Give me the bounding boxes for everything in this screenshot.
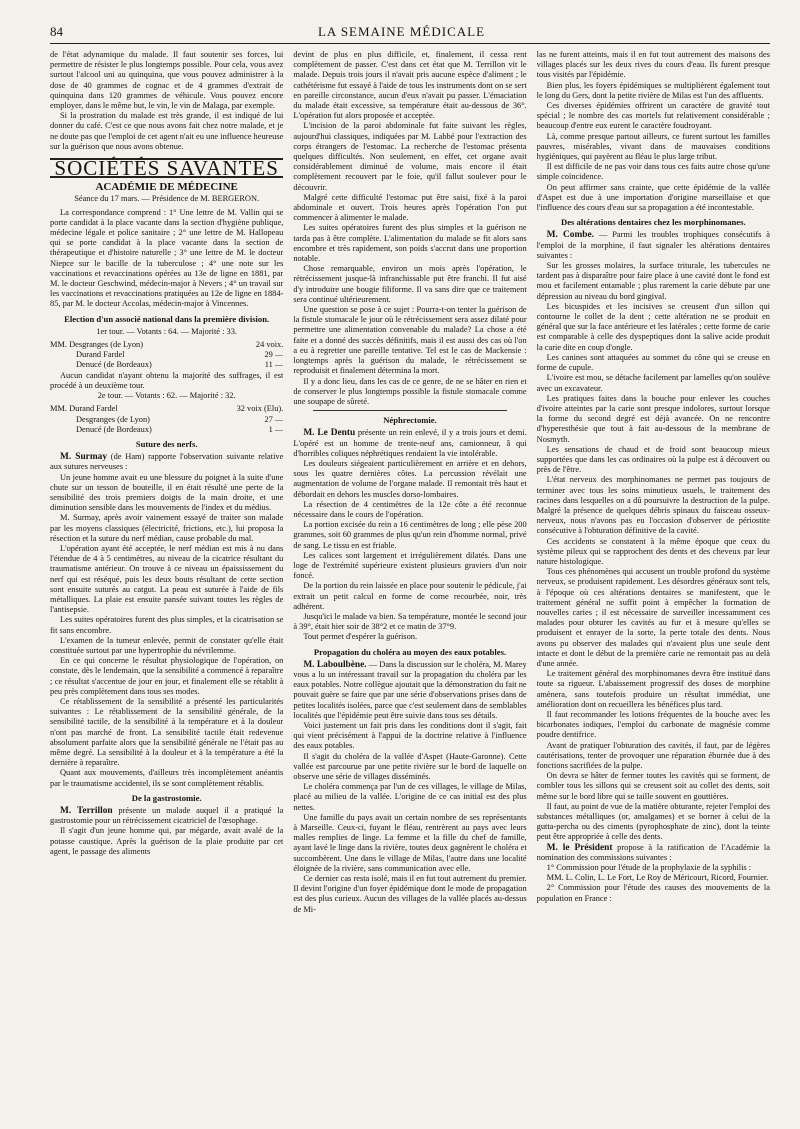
paragraph: L'ivoire est mou, se détache facilement par lamelles qu'on soulève avec un excavateur. — [536, 373, 770, 393]
paragraph: L'incision de la paroi abdominale fut faite suivant les règles, aujourd'hui classiques, indiquées par M. Labbé pour l'extraction des corps étrangers de l'estomac. La recherche de l'estomac présenta quelques difficultés. Non seulement, en effet, cet organe avait considérablement diminué de volume, mais encore il était complètement recouvert par le foie, qu'il fallut soulever pour le découvrir. — [293, 121, 527, 192]
paragraph: Tout permet d'espérer la guérison. — [303, 632, 418, 642]
column-3 — [537, 50, 770, 1120]
paragraph: Il faut, au point de vue de la matière obturante, rejeter l'emploi des substances métalliques (or, amalgames) et se borner à celui de la gutta-percha ou des ciments (pyrophosphate de zinc), dont la teinte peut être appropriée à celle des dents. — [536, 801, 770, 842]
vote-count: 32 voix (Elu). — [236, 404, 284, 414]
column-2 — [293, 50, 526, 1120]
paragraph: On peut affirmer sans crainte, que cette épidémie de la vallée d'Aspet est due à une importation d'origine marseillaise et que l'influence des cours d'eau sur sa propagation a été incontestable. — [536, 182, 770, 213]
vote-count: 27 — — [264, 414, 284, 424]
vote-row — [50, 425, 283, 435]
academy-heading: ACADÉMIE DE MÉDECINE — [95, 181, 238, 194]
session-line: Séance du 17 mars. — Présidence de M. BERGERON. — [74, 194, 260, 204]
paragraph: 2° Commission pour l'étude des causes des mouvements de la population en France : — [536, 883, 770, 903]
candidate-name: MM. Durand Fardel — [50, 404, 118, 414]
section-title: SOCIÉTÉS SAVANTES — [50, 158, 283, 178]
paragraph: De la portion du rein laissée en place pour soutenir le pédicule, j'ai extrait un petit calcul en forme de corne recourbée, noir, très adhérent. — [293, 581, 527, 611]
paragraph: Quant aux mouvements, d'ailleurs très incomplètement anéantis par le traumatisme accidentel, ils se sont complètement rétablis. — [50, 768, 284, 788]
paragraph: La portion excisée du rein a 16 centimètres de long ; elle pèse 200 grammes, soit 60 grammes de plus qu'un rein d'homme normal, privé de sang. Le tissu en est friable. — [293, 520, 527, 550]
speaker-name: M. Le Dentu — [303, 428, 356, 439]
paragraph: Ce rétablissement de la sensibilité a présenté les particularités suivantes : Le rétablissement de la sensibilité générale, de la sensibilité tactile, de la sensibilité à la température et à la douleur n'ont pas marché de front. La sensibilité tactile était redevenue absolument parfaite alors que la sensibilité générale ne l'était pas au même degré. La sensibilité à la douleur et à la température a été la dernière à reparaître. — [50, 696, 284, 768]
text-columns — [50, 50, 770, 1120]
paragraph: Malgré cette difficulté l'estomac put être saisi, fixé à la paroi abdominale et ouvert. Trois heures après l'opération l'on put commencer à alimenter le malade. — [293, 192, 527, 223]
vote-list-1 — [50, 340, 283, 371]
paragraph: Les pratiques faites dans la bouche pour enlever les couches d'ivoire atteintes par la carie sont presque indolores, surtout lorsque la forme du second degré est déjà avancée. On ne rencontre d'hyperesthésie que tout à fait au-dessous de la membrane de Nosmyth. — [536, 393, 770, 444]
paragraph: Si la prostration du malade est très grande, il est indiqué de lui donner du café. C'est ce que nous avons fait chez notre malade, et je ne doute pas que l'emploi de cet agent n'ait eu une influence heureuse sur la guérison que nous avons obtenue. — [50, 111, 284, 151]
vote-count: 24 voix. — [255, 340, 284, 350]
paragraph: Chose remarquable, environ un mois après l'opération, le rétrécissement jusque-là infranchissable put être franchi. Il fut aisé d'y introduire une bougie filiforme. Il va sans dire que ce traitement sera continué ultérieurement. — [293, 264, 527, 304]
paragraph: — Parmi les troubles trophiques consécutifs à l'emploi de la morphine, il faut signaler les altérations dentaires suivantes : — [536, 230, 770, 260]
paragraph: M. Surmay, après avoir vainement essayé de traiter son malade par les moyens classiques (électricité, frictions, etc.), lui proposa la résection et la suture du nerf médian, cause probable du mal. — [50, 513, 284, 543]
paragraph: Ces accidents se constatent à la même époque que ceux du système pileux qui se rapprochent des dents et des cheveux par leur nature histologique. — [536, 536, 770, 566]
paragraph: Les canines sont attaquées au sommet du cône qui se creuse en forme de cupule. — [536, 352, 770, 373]
candidate-name: Denucé (de Bordeaux) — [76, 360, 152, 370]
paragraph: Les suites opératoires furent des plus simples, et la cicatrisation se fit sans encombre. — [50, 615, 284, 635]
paragraph: Là, comme presque partout ailleurs, ce furent surtout les familles pauvres, misérables, vivant dans de mauvaises conditions hygiéniques, qui payèrent au fléau le plus large tribut. — [536, 131, 770, 162]
paragraph: las ne furent atteints, mais il en fut tout autrement des maisons des villages placés sur les deux rives du cours d'eau. Ils furent presque tous visités par l'épidémie. — [536, 50, 770, 80]
article-heading: Néphrectomie. — [383, 415, 437, 426]
paragraph: Les bicuspides et les incisives se creusent d'un sillon qui contourne le collet de la dent ; cette altération ne se produit en général que sur la face antérieure et les latérales ; cette forme de carie est comparable à celle des dyspeptiques dont la salive acide produit la carie dite en coup d'ongle. — [536, 301, 770, 352]
divider — [313, 410, 506, 411]
paragraph: Il s'agit d'un jeune homme qui, par mégarde, avait avalé de la potasse caustique. Après la guérison de la plaie produite par cet agent, le passage des aliments — [50, 826, 284, 856]
vote-row — [50, 415, 283, 425]
paragraph: Les sensations de chaud et de froid sont beaucoup mieux supportées que dans les cas ordinaires où la pulpe est à découvert ou près de l'être. — [536, 444, 770, 475]
article-heading: Propagation du choléra au moyen des eaux potables. — [313, 646, 507, 657]
paragraph: Un jeune homme avait eu une blessure du poignet à la suite d'une chute sur un tesson de bouteille, il en était résulté une perte de la sensibilité des trois premiers doigts de la main droite, et une diminution sensible dans les mouvements de l'index et du médius. — [50, 472, 284, 513]
paragraph: Les suites opératoires furent des plus simples et la guérison ne tarda pas à être complète. L'alimentation du malade se fit alors sans encombre et très rapidement, son poids s'accrut dans une proportion notable. — [293, 223, 527, 264]
vote-list-2 — [50, 404, 283, 435]
vote-row — [50, 340, 283, 350]
paragraph: Sur les grosses molaires, la surface triturale, les tubercules ne tardent pas à disparaître pour faire place à une cavité dont le fond est mou et facilement entamable ; plus rarement la carie débute par une dépression au niveau du bord gingival. — [536, 261, 770, 301]
paragraph: Il s'agit du choléra de la vallée d'Aspet (Haute-Garonne). Cette vallée est parcourue par une petite rivière sur le bord de laquelle on observe une série de villages disséminés. — [293, 751, 527, 782]
paragraph: Une question se pose à ce sujet : Pourra-t-on tenter la guérison de la fistule stomacale le jour où le rétrécissement sera assez dilaté pour permettre une alimentation convenable du malade? La chose a été faite et a donné des succès définitifs, mais il est aussi des cas où l'on a eu à regretter une pareille tentative. Tel est le cas de Mackensie : longtemps après la guérison du malade, le rétrécissement se reproduisit et finalement détermina la mort. — [293, 305, 527, 376]
vote-count: 1 — — [268, 424, 284, 434]
column-1 — [50, 50, 283, 1120]
paragraph: Une famille du pays avait un certain nombre de ses représentants à Marseille. Ceux-ci, fuyant le fléau, rentrèrent au pays avec leurs malles remplies de linge. La femme et la fille du chef de famille, ayant lavé le linge dans la rivière, toutes deux gagnèrent le choléra et succombèrent. Une dans le village de Milas, l'autre dans une localité éloignée de la rivière, sans communication avec elle. — [293, 812, 527, 873]
paragraph: En ce qui concerne le résultat physiologique de l'opération, on constate, dès le lendemain, que la sensibilité a commencé à reparaître ; ce résultat s'accentue de jour en jour, et finalement elle se rétablit à peu près complètement dans tous ses modes. — [50, 656, 284, 696]
speaker-name: M. Laboulbène. — [303, 659, 367, 670]
vote-row — [50, 350, 283, 360]
candidate-name: Denucé (de Bordeaux) — [76, 424, 152, 434]
paragraph: Jusqu'ici le malade va bien. Sa température, montée le second jour à 39°, était hier soir de 38°2 et ce matin de 37°9. — [293, 611, 527, 632]
paragraph: présente un rein enlevé, il y a trois jours et demi. L'opéré est un homme de trente-neuf ans, camionneur, â qui d'horribles coliques néphrétiques rendaient la vie intolérable. — [293, 428, 527, 458]
paragraph: L'état nerveux des morphinomanes ne permet pas toujours de terminer avec tous les soins minutieux usuels, le traitement des racines dans lesquelles on a dû poursuivre la destruction de la pulpe. Malgré la présence de quelques débris spinaux du faisceau osseux-nerveux, nous n'avons pas eu l'occasion d'observer de périostite consécutive à l'obturation définitive de la cavité. — [536, 475, 770, 536]
paragraph: La correspondance comprend : 1° Une lettre de M. Vallin qui se porte candidat à la place vacante dans la section d'hygiène publique, médecine légale et police sanitaire ; 2° une lettre de M. Hallopeau qui se porte candidat à la place vacante dans la section de thérapeutique et d'histoire naturelle ; 3° une lettre de M. le docteur Niepce sur le bacille de la tuberculose ; 4° une note sur les vaccinations et revaccinations opérées au 13e de ligne en 1881, par M. le docteur Geschwind, médecin-major à Nevers ; 4° un travail sur les vaccinations et revaccinations pratiquées au 12e de ligne en 1884-85, par M. le docteur Accolas, médecin-major à Vincennes. — [50, 207, 284, 309]
speaker-name: M. Combe. — [546, 230, 595, 241]
paragraph: Bien plus, les foyers épidémiques se multiplièrent également tout le long du Gers, dont la petite rivière de Milas est l'un des affluents. — [536, 80, 770, 100]
paragraph: Aucun candidat n'ayant obtenu la majorité des suffrages, il est procédé à un deuxième tour. — [50, 370, 284, 390]
candidate-name: Durand Fardel — [76, 350, 125, 360]
article-heading: Suture des nerfs. — [135, 438, 198, 449]
paragraph: propose à la ratification de l'Académie la nomination des commissions suivantes : — [536, 842, 770, 862]
journal-title: LA SEMAINE MÉDICALE — [317, 24, 486, 39]
vote-row — [50, 360, 283, 370]
paragraph: La résection de 4 centimètres de la 12e côte a été reconnue nécessaire dans le cours de l'opération. — [293, 499, 527, 519]
paragraph: (de Ham) rapporte l'observation suivante relative aux sutures nerveuses : — [50, 452, 284, 472]
paragraph: Il est difficile de ne pas voir dans tous ces faits autre chose qu'une simple coïncidence. — [536, 162, 770, 182]
running-head — [50, 24, 770, 44]
paragraph: L'examen de la tumeur enlevée, permit de constater qu'elle était constituée surtout par une hypertrophie du névrilemme. — [50, 635, 284, 655]
paragraph: Les calices sont largement et irrégulièrement dilatés. Dans une loge de l'extrémité supérieure existent plusieurs graviers d'un noir foncé. — [293, 550, 527, 581]
candidate-name: MM. Desgranges (de Lyon) — [50, 340, 144, 350]
paragraph: Ces diverses épidémies offrirent un caractère de gravité tout spécial ; le nombre des cas mortels fut relativement considérable ; beaucoup d'entre eux eurent le caractère foudroyant. — [536, 101, 770, 131]
election-heading: Election d'un associé national dans la première division. — [64, 313, 270, 324]
paragraph: Avant de pratiquer l'obturation des cavités, il faut, par de légères cautérisations, tenter de provoquer une réparation éburnée due à des fonctions sacrifiées de la pulpe. — [536, 740, 770, 771]
vote-tour-1: 1er tour. — Votants : 64. — Majorité : 33. — [96, 326, 237, 336]
paragraph: Voici justement un fait pris dans les conditions dont il s'agit, fait qui vient précisément à l'appui de la doctrine relative à l'influence des eaux potables. — [293, 721, 527, 751]
paragraph: — Dans la discussion sur le choléra, M. Marey vous a lu un intéressant travail sur la propagation du choléra par les eaux potables. Notre collègue ajoutait que la démonstration du fait ne pouvait guère se faire que par une série d'observations prises dans de petites localités isolées, parce que c'est seulement dans de semblables localités que l'épidémie peut être suivie dans tous ses détails. — [293, 659, 527, 720]
paragraph: L'opération ayant été acceptée, le nerf médian est mis à nu dans l'étendue de 4 à 5 centimètres, au niveau de la cicatrice résultant du traumatisme antérieur. On trouve à ce niveau un épaississement du nerf qui est réséqué, puis les deux bouts résultant de cette section sont ensuite suturés au catgut. La peau est suturée à l'aide de fils métalliques. La plaie est ensuite pansée suivant toutes les règles de l'antisepsie. — [50, 543, 284, 615]
candidate-name: Desgranges (de Lyon) — [76, 414, 150, 424]
paragraph: Ce dernier cas resta isolé, mais il en fut tout autrement du premier. Il devint l'origine d'un foyer épidémique dont le mode de propagation est des plus curieux. Aucun des villages de la vallée placés au-dessus de Mi- — [293, 874, 527, 914]
page-number: 84 — [50, 24, 63, 39]
speaker-name: M. Terrillon — [60, 806, 113, 817]
vote-count: 11 — — [264, 360, 284, 370]
article-heading: Des altérations dentaires chez les morphinomanes. — [561, 217, 746, 228]
article-heading: De la gastrostomie. — [131, 792, 202, 803]
paragraph: de l'état adynamique du malade. Il faut soutenir ses forces, lui permettre de résister le plus longtemps possible. Pour cela, vous avez surtout l'alcool uni au quinquina, que vous pouvez administrer à la dose de 40 grammes de cognac et de 4 grammes d'extrait de quinquina dans 120 grammes de véhicule. Vous pouvez encore employer, dans le même but, le vin, le vin de Malaga, par exemple. — [50, 50, 284, 111]
vote-count: 29 — — [264, 350, 284, 360]
paragraph: Le choléra commença par l'un de ces villages, le village de Milas, placé au milieu de la vallée. L'origine de ce cas initial est des plus nettes. — [293, 782, 527, 812]
paragraph: On devra se hâter de fermer toutes les cavités qui se forment, de combler tous les sillons qui se creusent soit au collet des dents, soit même sur le bord libre qui se taille souvent en gouttières. — [536, 771, 770, 801]
vote-tour-2: 2e tour. — Votants : 62. — Majorité : 32. — [97, 391, 236, 401]
paragraph: 1° Commission pour l'étude de la prophylaxie de la syphilis : — [546, 863, 752, 873]
paragraph: Tous ces phénomènes qui accusent un trouble profond du système nerveux, se produisent rapidement. Les désordres généraux sont tels, à l'époque où ces altérations dentaires se manifestent, que le traitement général ne suffit point à empêcher la formation de nouvelles caries ; il est nécessaire de surveiller incessamment ces malades pour obturer les cavités au fur et à mesure qu'elles se produisent et enrayer de la sorte, la perte totale des dents. Nous avons pu observer des malades qui n'avaient plus une seule dent intacte et dont le début de la première carie ne remontait pas au delà d'une année. — [536, 567, 770, 668]
paragraph: présente un malade auquel il a pratiqué la gastrostomie pour un rétrécissement cicatriciel de l'œsophage. — [50, 806, 284, 826]
vote-row — [50, 404, 283, 414]
paragraph: Le traitement général des morphinomanes devra être institué dans toute sa rigueur. L'abaissement progressif des doses de morphine amènera, sans toutefois produire un résultat immédiat, une amélioration dont on recueillera les bénéfices plus tard. — [536, 669, 770, 709]
speaker-name: M. le Président — [546, 842, 613, 853]
paragraph: MM. L. Colin, L. Le Fort, Le Roy de Méricourt, Ricord, Fournier. — [546, 873, 769, 883]
paragraph: Il y a donc lieu, dans les cas de ce genre, de ne se hâter en rien et de conserver le plus longtemps possible la fistule stomacale comme une soupape de sûreté. — [293, 376, 527, 406]
paragraph: Il faut recommander les lotions fréquentes de la bouche avec les bicarbonates iodiques, l'emploi du carbonate de magnésie comme poudre dentifrice. — [536, 710, 770, 740]
paragraph: devint de plus en plus difficile, et, finalement, il cessa rent complètement de passer. C'est dans cet état que M. Terrillon vit le malade. Depuis trois jours il n'avait pris aucune espèce d'aliment ; le cathétérisme fut essayé à l'aide de tous les instruments dont on se sert en pareille circonstance, aucun d'eux n'avait pu passer. L'émaciation du malade était excessive, sa température était au-dessous de 36°. L'opération fut alors proposée et acceptée. — [293, 50, 527, 121]
speaker-name: M. Surmay — [60, 452, 108, 463]
paragraph: Les douleurs siégeaient particulièrement en arrière et en dehors, sous les quatre dernières côtes. La percussion révélait une augmentation de volume de l'organe malade. Il remontait très haut et débordait en dehors les muscles dorso-lombaires. — [293, 458, 527, 499]
